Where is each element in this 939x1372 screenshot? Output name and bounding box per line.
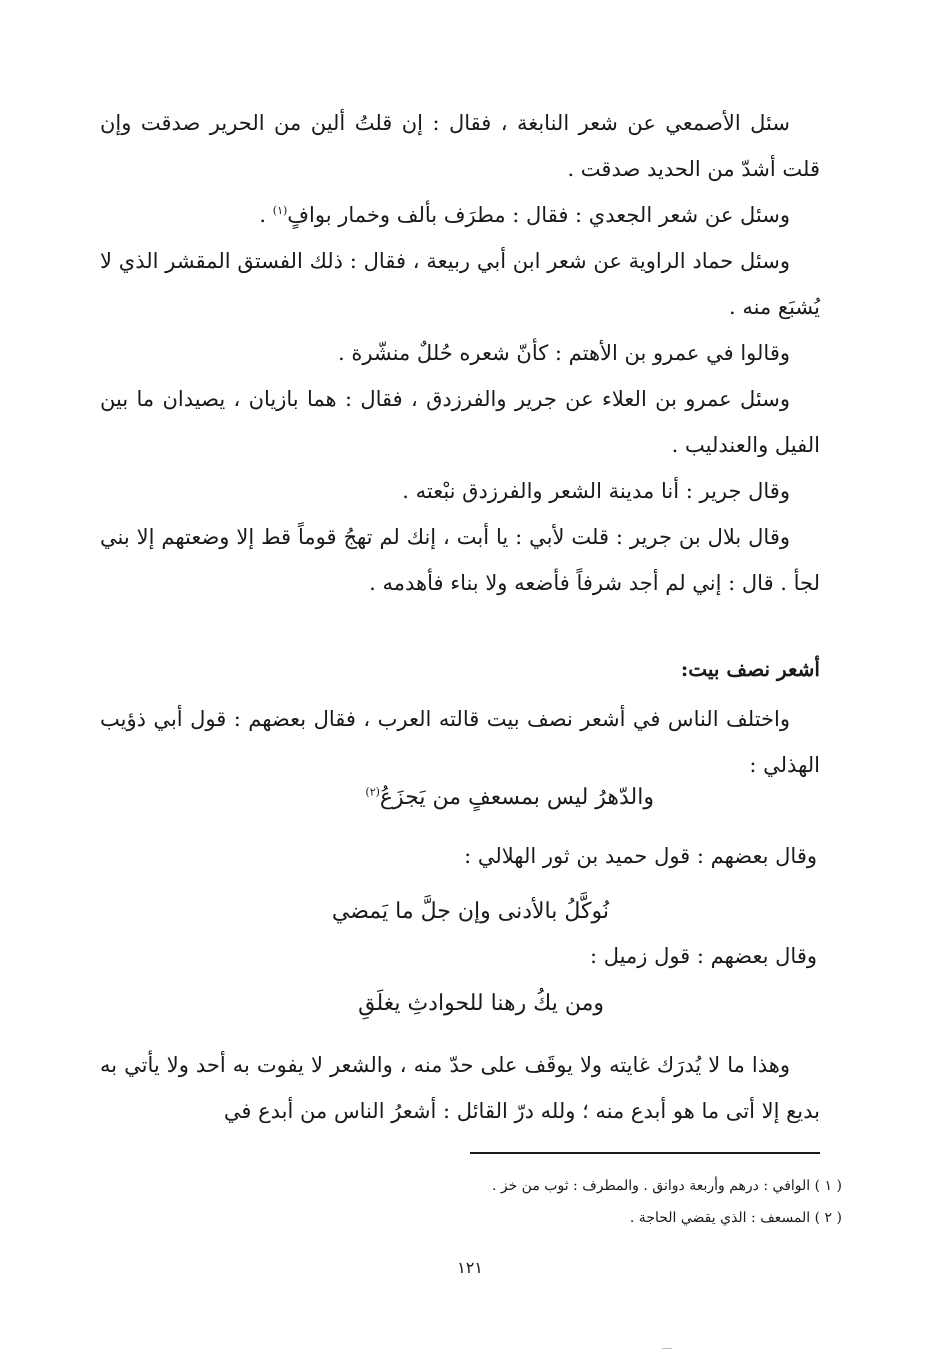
paragraph-amr-ala: وسئل عمرو بن العلاء عن جرير والفرزدق ، فقال : هما بازيان ، يصيدان ما بين الفيل والعندليب .	[100, 387, 820, 457]
said-zumayl: وقال بعضهم : قول زميل :	[590, 944, 817, 968]
paragraph-hammad: وسئل حماد الراوية عن شعر ابن أبي ربيعة ، فقال : ذلك الفستق المقشر الذي لا يُشبَع منه .	[100, 249, 820, 319]
verse-abu-dhuayb-text: والدّهرُ ليس بمسعفٍ من يَجزَعُ	[379, 785, 654, 810]
paragraph-jaadi-text: وسئل عن شعر الجعدي : فقال : مطرَف بألف وخمار بوافٍ	[287, 203, 790, 227]
verse-abu-dhuayb	[365, 778, 654, 818]
closing-paragraph: وهذا ما لا يُدرَك غايته ولا يوقَف على حدّ منه ، والشعر لا يفوت به أحد ولا يأتي به بديع إلا أتى ما هو أبدع منه ؛ ولله درّ القائل : أشعرُ الناس من أبدع في	[100, 1053, 820, 1123]
verse-zumayl: ومن يكُ رهنا للحوادثِ يغلَقِ	[358, 991, 604, 1016]
paragraph-jaadi-end: .	[259, 203, 273, 227]
section-heading: أشعر نصف بيت:	[680, 657, 820, 681]
footnote-ref-2: (٢)	[365, 785, 380, 799]
section-intro	[100, 696, 820, 788]
footnote-2: ( ٢ ) المسعف : الذي يقضي الحاجة .	[629, 1210, 842, 1226]
verse-humayd: نُوكَّلُ بالأدنى وإن جلَّ ما يَمضي	[331, 899, 609, 924]
scan-mark	[662, 1348, 672, 1349]
footnote-ref-1: (١)	[272, 204, 288, 217]
closing-paragraph-block	[100, 1042, 820, 1134]
paragraph-jaadi	[100, 192, 820, 238]
page-number: ١٢١	[457, 1258, 483, 1277]
paragraph-jarir: وقال جرير : أنا مدينة الشعر والفرزدق نبْعته .	[402, 479, 790, 503]
opening-paragraphs	[100, 100, 820, 606]
footnote-separator	[470, 1152, 820, 1154]
footnote-1: ( ١ ) الوافي : درهم وأربعة دوانق . والمطرف : ثوب من خز .	[491, 1178, 842, 1194]
paragraph-bilal: وقال بلال بن جرير : قلت لأبي : يا أبت ، إنك لم تهجُ قوماً قط إلا وضعتهم إلا بني لجأ . قال : إني لم أجد شرفاً فأضعه ولا بناء فأهدمه .	[100, 525, 820, 595]
paragraph-ahtam: وقالوا في عمرو بن الأهتم : كأنّ شعره حُللٌ منشّرة .	[337, 341, 790, 365]
section-intro-paragraph: واختلف الناس في أشعر نصف بيت قالته العرب ، فقال بعضهم : قول أبي ذؤيب الهذلي :	[100, 707, 820, 777]
paragraph-asmai: سئل الأصمعي عن شعر النابغة ، فقال : إن قلتُ ألين من الحرير صدقت وإن قلت أشدّ من الحديد صدقت .	[100, 111, 820, 181]
said-humayd: وقال بعضهم : قول حميد بن ثور الهلالي :	[464, 844, 817, 868]
